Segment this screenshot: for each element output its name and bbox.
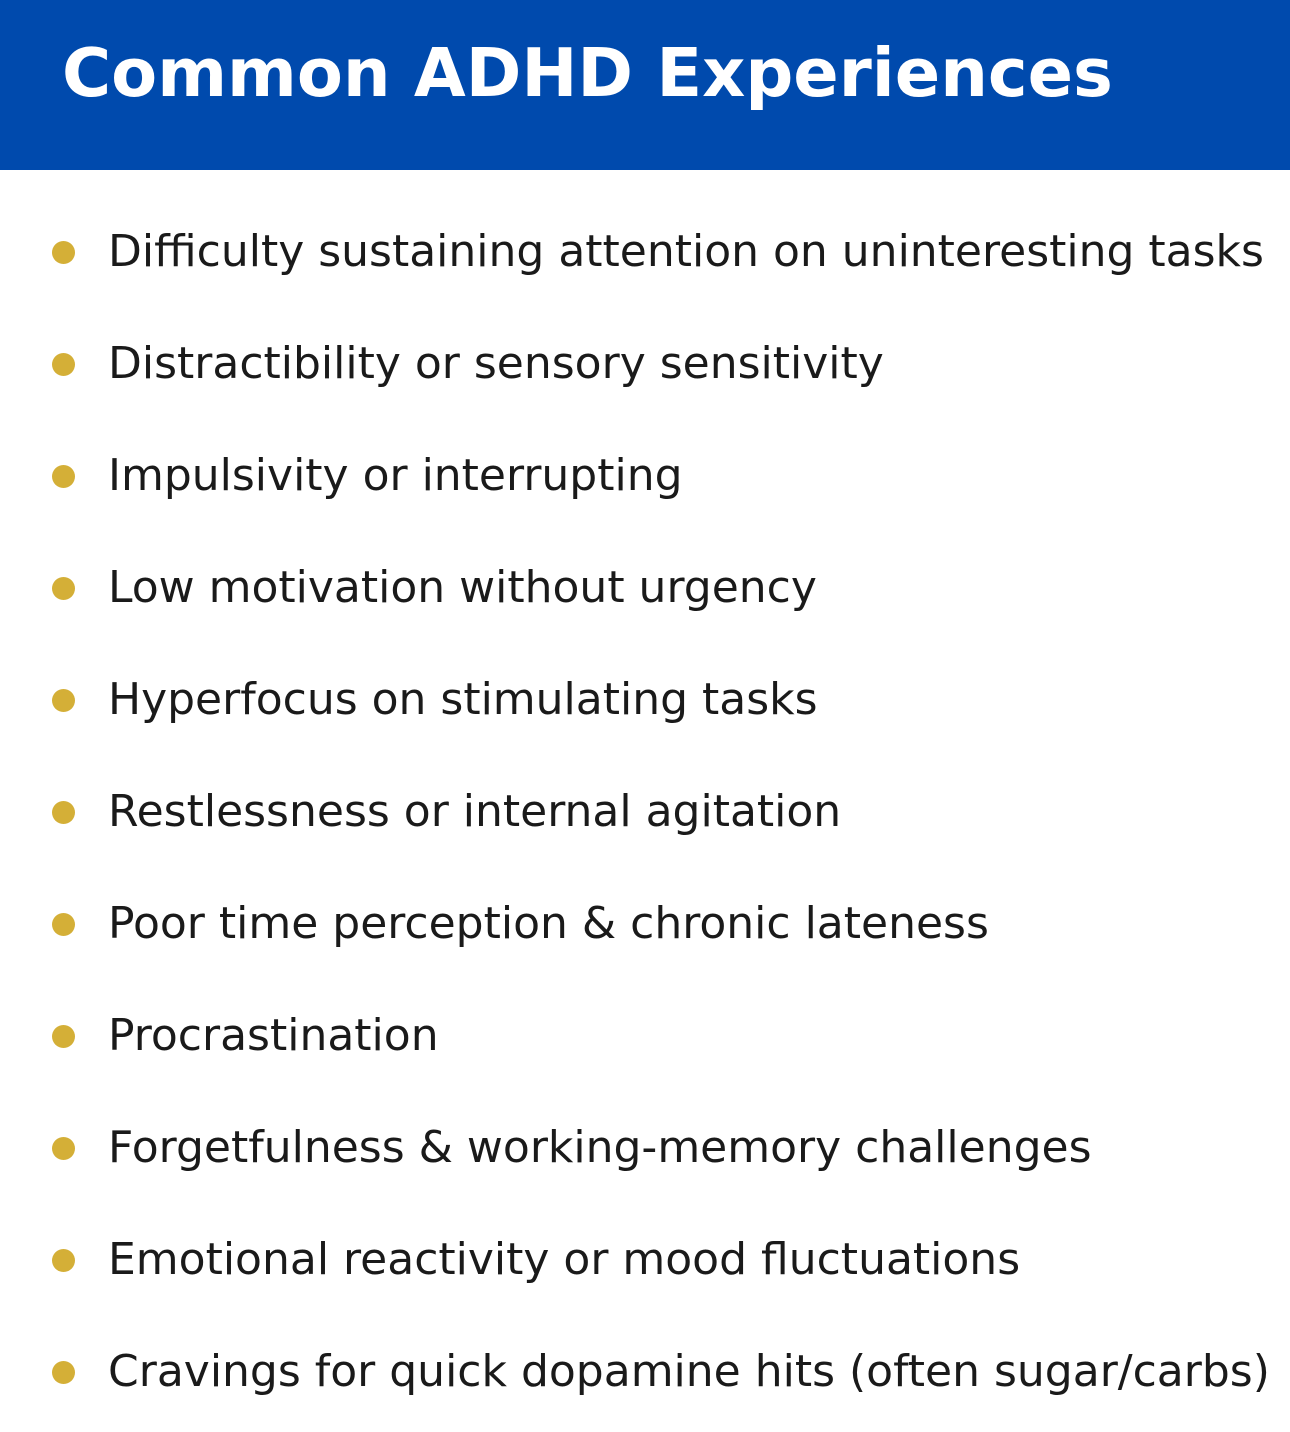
list-item-text: Distractibility or sensory sensitivity [108,338,884,389]
bullet-dot-icon [52,1249,75,1272]
list-item-text: Difficulty sustaining attention on uninteresting tasks [108,226,1264,277]
list-item-text: Low motivation without urgency [108,562,817,613]
list-item-text: Restlessness or internal agitation [108,786,842,837]
list-item [0,308,1290,420]
page-title: Common ADHD Experiences [62,34,1113,112]
experiences-list [0,196,1290,1428]
bullet-dot-icon [52,689,75,712]
header-banner [0,0,1290,170]
list-item [0,980,1290,1092]
list-item [0,532,1290,644]
list-item-text: Cravings for quick dopamine hits (often sugar/carbs) [108,1346,1270,1397]
list-item [0,644,1290,756]
list-item [0,196,1290,308]
bullet-dot-icon [52,913,75,936]
bullet-dot-icon [52,801,75,824]
bullet-dot-icon [52,465,75,488]
list-item [0,756,1290,868]
list-item-text: Procrastination [108,1010,439,1061]
list-item [0,868,1290,980]
list-item [0,1316,1290,1428]
list-item-text: Emotional reactivity or mood fluctuations [108,1234,1021,1285]
list-item-text: Hyperfocus on stimulating tasks [108,674,818,725]
bullet-dot-icon [52,1025,75,1048]
bullet-dot-icon [52,1361,75,1384]
bullet-dot-icon [52,577,75,600]
list-item-text: Impulsivity or interrupting [108,450,683,501]
list-item [0,1204,1290,1316]
list-item-text: Poor time perception & chronic lateness [108,898,989,949]
bullet-dot-icon [52,353,75,376]
bullet-dot-icon [52,1137,75,1160]
list-item [0,1092,1290,1204]
list-item-text: Forgetfulness & working-memory challenges [108,1122,1092,1173]
bullet-dot-icon [52,241,75,264]
list-item [0,420,1290,532]
